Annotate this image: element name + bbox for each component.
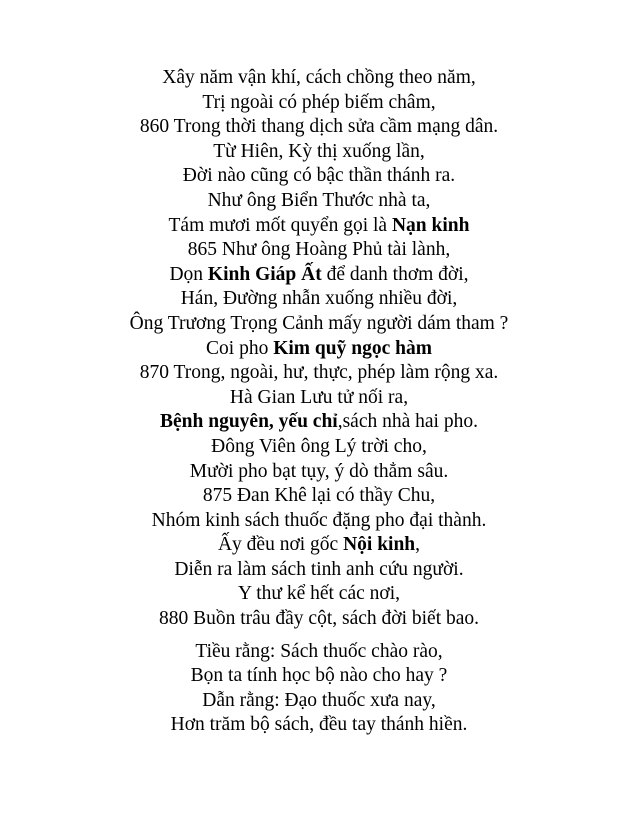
verse-text: Từ Hiên, Kỳ thị xuống lần,	[213, 140, 425, 162]
verse-bold-title: Nạn kinh	[391, 214, 470, 236]
verse-line	[0, 582, 638, 607]
verse-line	[0, 410, 638, 435]
verse-text: 875 Đan Khê lại có thầy Chu,	[202, 485, 436, 507]
verse-bold-title: Kim quỹ ngọc hàm	[273, 337, 432, 359]
verse-text: Như ông Biển Thước nhà ta,	[207, 189, 431, 211]
verse-text: Coi pho	[206, 337, 274, 359]
verse-text: Đời nào cũng có bậc thần thánh ra.	[182, 165, 456, 187]
verse-line	[0, 115, 638, 140]
verse-line	[0, 91, 638, 116]
verse-line	[0, 238, 638, 263]
verse-line	[0, 664, 638, 689]
verse-bold-title: Bệnh nguyên, yếu chỉ	[160, 411, 338, 433]
verse-bold-title: Kinh Giáp Ất	[207, 263, 322, 285]
verse-line	[0, 484, 638, 509]
verse-line	[0, 386, 638, 411]
verse-line	[0, 713, 638, 738]
verse-text: Trị ngoài có phép biếm châm,	[202, 91, 436, 113]
verse-text: Hán, Đường nhẫn xuống nhiều đời,	[180, 288, 458, 310]
verse-line	[0, 533, 638, 558]
verse-text: Hơn trăm bộ sách, đều tay thánh hiền.	[170, 714, 468, 736]
verse-text: Bọn ta tính học bộ nào cho hay ?	[190, 665, 448, 687]
verse-line	[0, 337, 638, 362]
verse-line	[0, 214, 638, 239]
verse-text: 870 Trong, ngoài, hư, thực, phép làm rộng xa.	[139, 362, 499, 384]
verse-line	[0, 640, 638, 665]
verse-line	[0, 689, 638, 714]
verse-text: Diễn ra làm sách tinh anh cứu người.	[174, 558, 464, 580]
verse-text: ,	[415, 534, 421, 556]
verse-text: Dẫn rằng: Đạo thuốc xưa nay,	[202, 689, 436, 711]
verse-line	[0, 164, 638, 189]
poem-page	[0, 66, 638, 738]
verse-line	[0, 263, 638, 288]
verse-line	[0, 287, 638, 312]
verse-text: Xây năm vận khí, cách chồng theo năm,	[162, 67, 476, 88]
verse-line	[0, 460, 638, 485]
verse-text: Mười pho bạt tụy, ý dò thẳm sâu.	[189, 460, 449, 482]
verse-text: Tám mươi mốt quyển gọi là	[168, 214, 392, 236]
verse-line	[0, 361, 638, 386]
verse-line	[0, 140, 638, 165]
verse-line	[0, 558, 638, 583]
verse-text: Y thư kể hết các nơi,	[237, 583, 401, 605]
verse-text: Ông Trương Trọng Cảnh mấy người dám tham ?	[129, 312, 509, 334]
stanza-1	[0, 66, 638, 632]
verse-text: Nhóm kinh sách thuốc đặng pho đại thành.	[151, 509, 487, 531]
verse-text: Hà Gian Lưu tử nối ra,	[229, 386, 409, 408]
verse-line	[0, 607, 638, 632]
verse-text: ,sách nhà hai pho.	[337, 411, 478, 433]
verse-line	[0, 312, 638, 337]
verse-line	[0, 509, 638, 534]
verse-text: Tiều rằng: Sách thuốc chào rào,	[195, 640, 443, 662]
verse-text: Dọn	[169, 263, 208, 285]
verse-bold-title: Nội kinh	[343, 534, 416, 556]
verse-text: để danh thơm đời,	[321, 263, 469, 285]
verse-line	[0, 435, 638, 460]
verse-text: 860 Trong thời thang dịch sửa cầm mạng dân.	[139, 116, 499, 138]
verse-text: Ấy đều nơi gốc	[217, 534, 344, 556]
stanza-2	[0, 640, 638, 738]
verse-text: 880 Buồn trâu đầy cột, sách đời biết bao.	[158, 608, 480, 630]
verse-line	[0, 189, 638, 214]
verse-text: Đông Viên ông Lý trời cho,	[211, 435, 427, 457]
verse-text: 865 Như ông Hoàng Phủ tài lành,	[187, 239, 451, 261]
verse-line	[0, 66, 638, 91]
